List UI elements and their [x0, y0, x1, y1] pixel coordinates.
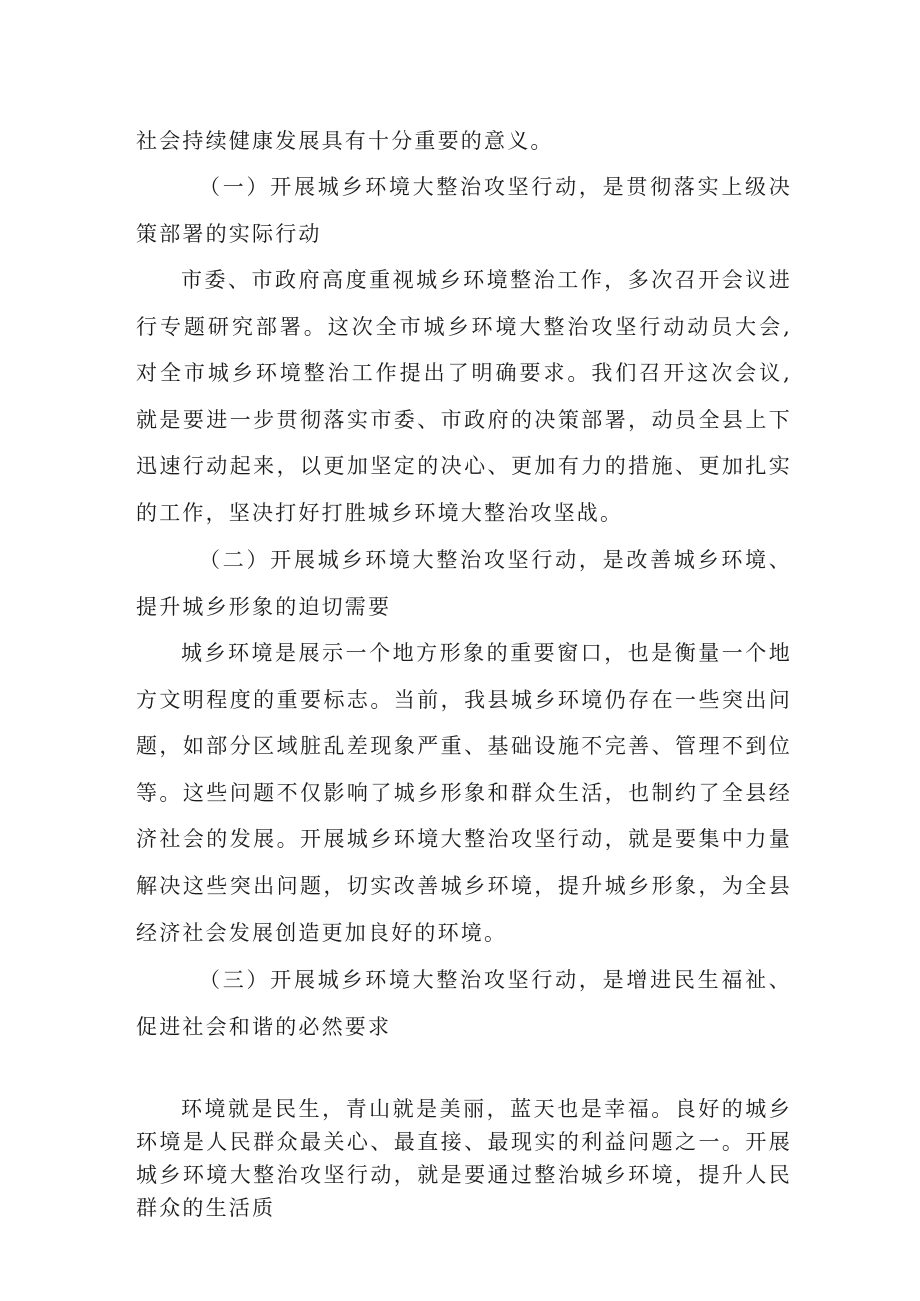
- section-heading-1: （一）开展城乡环境大整治攻坚行动，是贯彻落实上级决策部署的实际行动: [136, 175, 792, 246]
- section-heading-2: （二）开展城乡环境大整治攻坚行动，是改善城乡环境、提升城乡形象的迫切需要: [136, 548, 792, 619]
- opening-paragraph: 社会持续健康发展具有十分重要的意义。: [136, 129, 554, 153]
- section-paragraph-2: 城乡环境是展示一个地方形象的重要窗口，也是衡量一个地方文明程度的重要标志。当前，我县城乡环境仍存在一些突出问题，如部分区域脏乱差现象严重、基础设施不完善、管理不到位等。这些问题不仅影响了城乡形象和群众生活，也制约了全县经济社会的发展。开展城乡环境大整治攻坚行动，就是要集中力量解决这些突出问题，切实改善城乡环境，提升城乡形象，为全县经济社会发展创造更加良好的环境。: [136, 641, 792, 945]
- section-heading-3: （三）开展城乡环境大整治攻坚行动，是增进民生福祉、促进社会和谐的必然要求: [136, 968, 792, 1039]
- section-paragraph-1: 市委、市政府高度重视城乡环境整治工作，多次召开会议进行专题研究部署。这次全市城乡环境大整治攻坚行动动员大会,对全市城乡环境整治工作提出了明确要求。我们召开这次会议,就是要进一步贯彻落实市委、市政府的决策部署，动员全县上下迅速行动起来，以更加坚定的决心、更加有力的措施、更加扎实的工作，坚决打好打胜城乡环境大整治攻坚战。: [136, 268, 792, 525]
- section-paragraph-3: 环境就是民生，青山就是美丽，蓝天也是幸福。良好的城乡环境是人民群众最关心、最直接、最现实的利益问题之一。开展城乡环境大整治攻坚行动，就是要通过整治城乡环境，提升人民群众的生活质: [136, 1097, 792, 1220]
